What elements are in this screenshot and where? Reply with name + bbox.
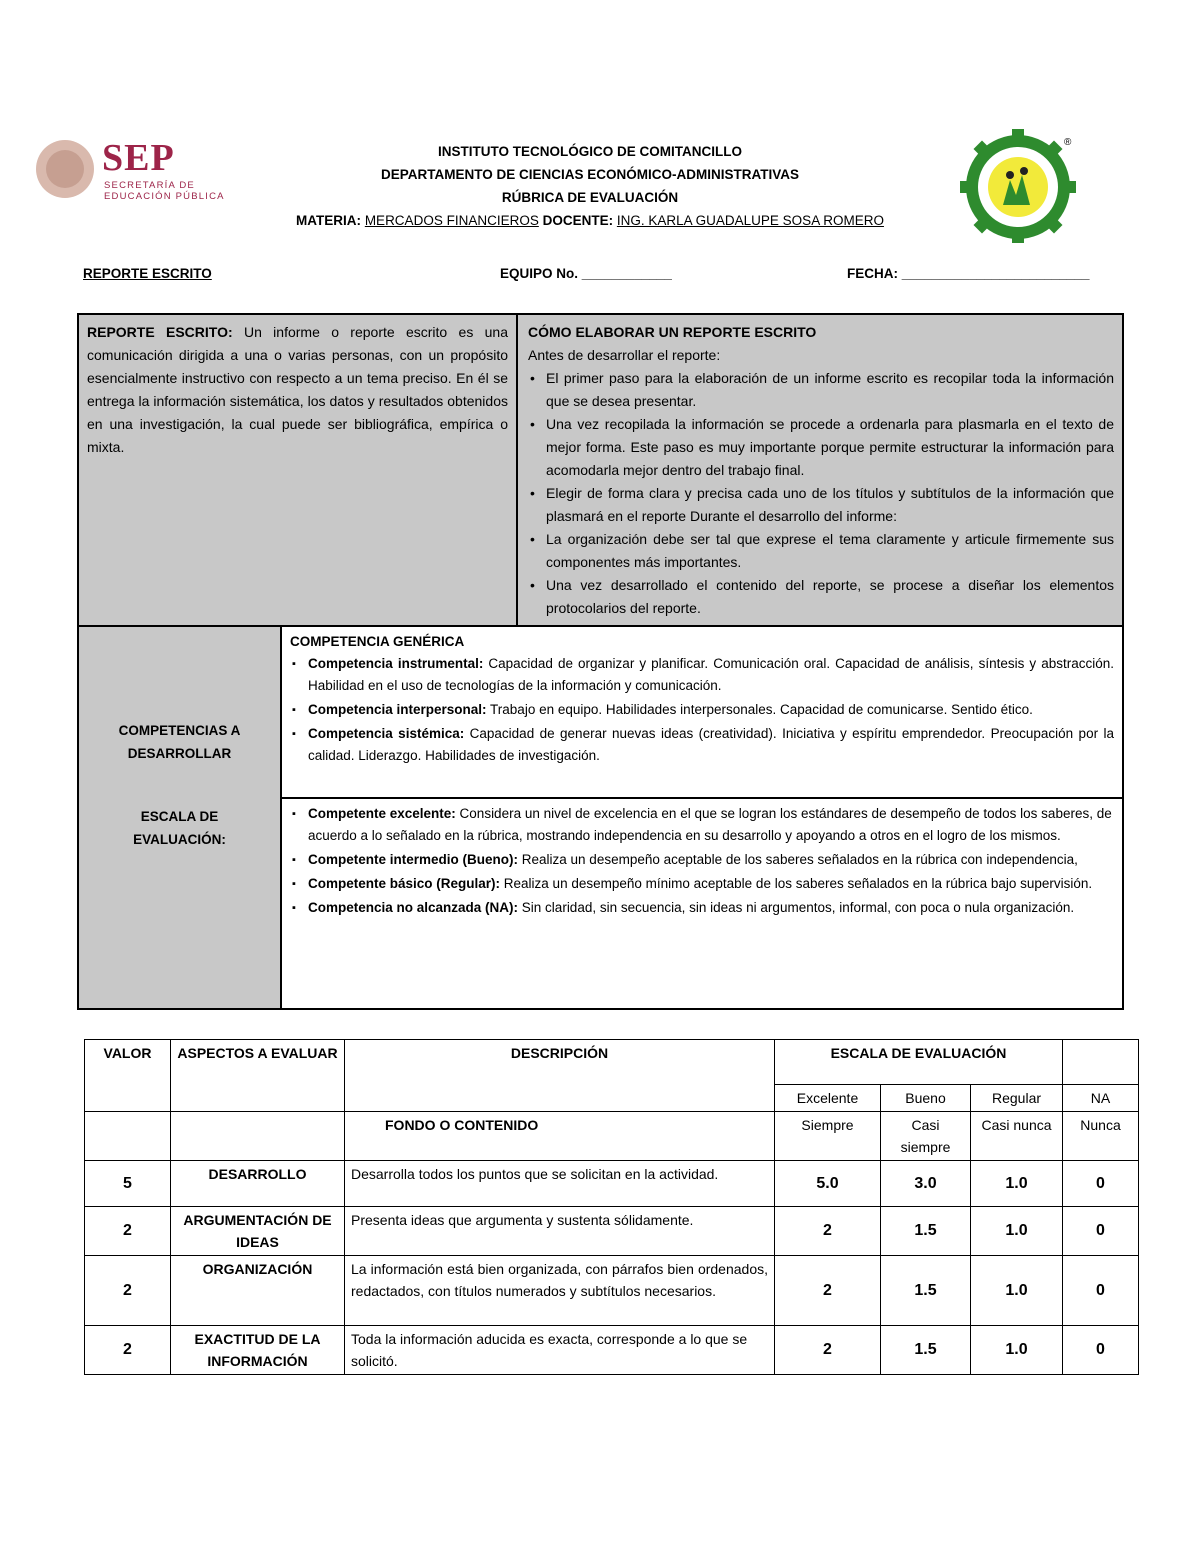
competencies-label: COMPETENCIAS A DESARROLLAR [118, 723, 241, 761]
table-row [85, 1256, 1139, 1326]
document-title: RÚBRICA DE EVALUACIÓN [501, 190, 679, 205]
definition-cell [79, 315, 516, 625]
row-score: 1.5 [881, 1207, 971, 1256]
generic-title: COMPETENCIA GENÉRICA [290, 634, 465, 649]
definition-text: Un informe o reporte escrito es una comunicación dirigida a una o varias personas, con un propósito esencialmente instructivo con respecto a un tema preciso. En él se entrega la información sistemática, los datos y resultados obtenidos en una investigación, la cual puede ser bibliográfica, empírica o mixta. [87, 324, 508, 455]
row-score: 1.0 [971, 1326, 1063, 1375]
level-excelente: Excelente [775, 1085, 881, 1112]
row-score: 2 [775, 1326, 881, 1375]
sep-subtitle-1: SECRETARÍA DE [104, 180, 195, 191]
how-to-title: CÓMO ELABORAR UN REPORTE ESCRITO [528, 324, 817, 340]
row-score: 2 [775, 1207, 881, 1256]
header-valor: VALOR [85, 1040, 171, 1112]
how-to-item: • La organización debe ser tal que exprese el tema claramente y articule firmemente sus componentes más importantes. [528, 528, 1114, 574]
competency-label: Competencia sistémica: [308, 726, 465, 741]
docente-label: DOCENTE: [542, 213, 614, 228]
team-number-field[interactable]: EQUIPO No. ____________ [500, 266, 672, 281]
scale-label: ESCALA DE EVALUACIÓN: [133, 809, 226, 847]
row-valor: 2 [85, 1256, 171, 1326]
competency-text: Capacidad de generar nuevas ideas (creatividad). Iniciativa y espíritu emprendedor. Preocupación por la calidad. Liderazgo. Habilidades de investigación. [308, 726, 1114, 763]
registered-mark: ® [1064, 137, 1072, 148]
docente-value: ING. KARLA GUADALUPE SOSA ROMERO [616, 213, 884, 228]
scale-text: Sin claridad, sin secuencia, sin ideas ni argumentos, informal, con poca o nula organización. [518, 900, 1075, 915]
row-score: 1.5 [881, 1326, 971, 1375]
how-to-item: • Una vez desarrollado el contenido del reporte, se procese a diseñar los elementos protocolarios del reporte. [528, 574, 1114, 620]
row-score: 0 [1063, 1161, 1139, 1207]
scale-label-item: Competencia no alcanzada (NA): [308, 900, 519, 915]
scale-label-item: Competente básico (Regular): [308, 876, 501, 891]
sep-logo [36, 137, 226, 202]
level-desc: Siempre [775, 1112, 881, 1161]
department-name: DEPARTAMENTO DE CIENCIAS ECONÓMICO-ADMINISTRATIVAS [380, 167, 799, 182]
level-regular: Regular [971, 1085, 1063, 1112]
competency-label: Competencia interpersonal: [308, 702, 487, 717]
row-score: 5.0 [775, 1161, 881, 1207]
level-desc: Casi nunca [971, 1112, 1063, 1161]
row-score: 0 [1063, 1256, 1139, 1326]
how-to-item: • Elegir de forma clara y precisa cada uno de los títulos y subtítulos de la información que plasmará en el reporte Durante el desarrollo del informe: [528, 482, 1114, 528]
row-aspect: ARGUMENTACIÓN DE IDEAS [171, 1207, 345, 1256]
report-label: REPORTE ESCRITO [83, 266, 212, 281]
row-score: 1.0 [971, 1256, 1063, 1326]
report-info-box [77, 313, 1124, 1010]
row-aspect: ORGANIZACIÓN [171, 1256, 345, 1326]
row-valor: 2 [85, 1207, 171, 1256]
row-score: 2 [775, 1256, 881, 1326]
row-score: 0 [1063, 1326, 1139, 1375]
eagle-seal-icon [36, 140, 94, 198]
table-row [85, 1207, 1139, 1256]
row-score: 1.5 [881, 1256, 971, 1326]
institute-name: INSTITUTO TECNOLÓGICO DE COMITANCILLO [438, 144, 742, 159]
level-na: NA [1063, 1085, 1139, 1112]
competency-text: Trabajo en equipo. Habilidades interpersonales. Capacidad de comunicarse. Sentido ético. [486, 702, 1033, 717]
header-aspectos: ASPECTOS A EVALUAR [171, 1040, 345, 1112]
row-score: 0 [1063, 1207, 1139, 1256]
row-valor: 2 [85, 1326, 171, 1375]
subject-teacher-line [200, 213, 980, 228]
competency-text: Capacidad de organizar y planificar. Comunicación oral. Capacidad de análisis, síntesis y abstracción. Habilidad en el uso de tecnologías de la información y comunicación. [308, 656, 1115, 693]
row-desc: La información está bien organizada, con párrafos bien ordenados, redactados, con títulos numerados y subtítulos necesarios. [345, 1256, 775, 1326]
table-row [85, 1161, 1139, 1207]
row-desc: Toda la información aducida es exacta, corresponde a lo que se solicitó. [345, 1326, 775, 1375]
generic-competencies-cell [280, 625, 1122, 797]
section-row [85, 1112, 1139, 1161]
how-to-item: • Una vez recopilada la información se procede a ordenarla para plasmarla en el texto de mejor forma. Este paso es muy importante porque permite estructurar la información para acomodarla mejor dentro del trabajo final. [528, 413, 1114, 482]
how-to-cell [516, 315, 1122, 625]
header-empty [1063, 1040, 1139, 1085]
row-desc: Desarrolla todos los puntos que se solicitan en la actividad. [345, 1161, 775, 1207]
table-header-row [85, 1040, 1139, 1085]
table-row [85, 1326, 1139, 1375]
level-desc: Nunca [1063, 1112, 1139, 1161]
materia-value: MERCADOS FINANCIEROS [364, 213, 539, 228]
row-aspect: DESARROLLO [171, 1161, 345, 1207]
rubric-table [84, 1039, 1139, 1375]
how-to-item: • El primer paso para la elaboración de un informe escrito es recopilar toda la información que se desea presentar. [528, 367, 1114, 413]
scale-text: Realiza un desempeño mínimo aceptable de los saberes señalados en la rúbrica bajo supervisión. [500, 876, 1093, 891]
header-descripcion: DESCRIPCIÓN [345, 1040, 775, 1112]
sep-wordmark: SEP [102, 137, 175, 179]
section-title: FONDO O CONTENIDO [345, 1112, 775, 1161]
level-bueno: Bueno [881, 1085, 971, 1112]
row-score: 3.0 [881, 1161, 971, 1207]
date-field[interactable]: FECHA: _________________________ [847, 266, 1090, 281]
row-desc: Presenta ideas que argumenta y sustenta sólidamente. [345, 1207, 775, 1256]
level-desc: Casi siempre [881, 1112, 971, 1161]
materia-label: MATERIA: [296, 213, 362, 228]
row-aspect: EXACTITUD DE LA INFORMACIÓN [171, 1326, 345, 1375]
row-valor: 5 [85, 1161, 171, 1207]
sep-subtitle-2: EDUCACIÓN PÚBLICA [104, 191, 225, 202]
scale-label-item: Competente excelente: [308, 806, 456, 821]
scale-text: Realiza un desempeño aceptable de los saberes señalados en la rúbrica con independencia, [518, 852, 1078, 867]
row-score: 1.0 [971, 1207, 1063, 1256]
row-score: 1.0 [971, 1161, 1063, 1207]
competency-label: Competencia instrumental: [308, 656, 484, 671]
scale-label-item: Competente intermedio (Bueno): [308, 852, 519, 867]
competencies-label-cell [79, 625, 280, 1008]
evaluation-scale-cell [280, 797, 1122, 1008]
scale-text: Considera un nivel de excelencia en el que se logran los estándares de desempeño de todos los saberes, de acuerdo a lo señalado en la rúbrica, mostrando independencia en su desarrollo y apoyando a otros en el logro de los mismos. [308, 806, 1112, 843]
how-to-intro: Antes de desarrollar el reporte: [528, 347, 721, 363]
header-escala: ESCALA DE EVALUACIÓN [775, 1040, 1063, 1085]
definition-title: REPORTE ESCRITO: [87, 324, 233, 340]
